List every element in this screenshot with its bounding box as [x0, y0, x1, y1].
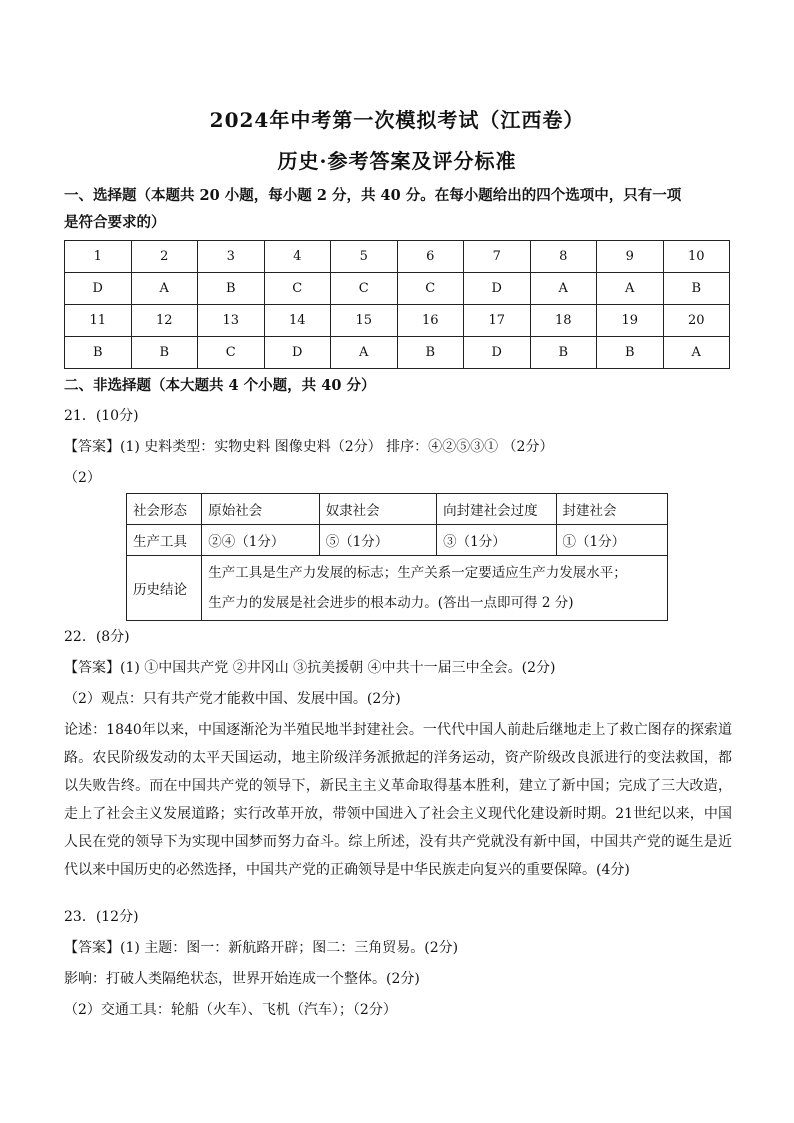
table-header-cell: 原始社会	[202, 494, 319, 525]
table-header-cell: 向封建社会过度	[437, 494, 556, 525]
answer-cell: C	[331, 273, 398, 305]
question-number-cell: 18	[530, 305, 597, 337]
answer-cell: B	[663, 273, 730, 305]
table-row	[127, 494, 668, 525]
answer-cell: D	[65, 273, 132, 305]
question-number-cell: 11	[65, 305, 132, 337]
section1-heading-line1: 一、选择题（本题共 20 小题，每小题 2 分，共 40 分。在每小题给出的四个选项中，只有一项	[64, 187, 682, 204]
question-number-cell: 3	[198, 241, 265, 273]
conclusion-line2: 生产力的发展是社会进步的根本动力。(答出一点即可得 2 分)	[208, 595, 574, 611]
table-header-cell: 封建社会	[556, 494, 667, 525]
question-number-cell: 16	[397, 305, 464, 337]
q22-essay: 论述：1840年以来，中国逐渐沦为半殖民地半封建社会。一代代中国人前赴后继地走上了救亡图存的探索道路。农民阶级发动的太平天国运动，地主阶级洋务派掀起的洋务运动，资产阶级改良派进行的变法救国，都以失败告终。而在中国共产党的领导下，新民主主义革命取得基本胜利，建立了新中国；完成了三大改造，走上了社会主义发展道路；实行改革开放，带领中国进入了社会主义现代化建设新时期。21世纪以来，中国人民在党的领导下为实现中国梦而努力奋斗。综上所述，没有共产党就没有新中国，中国共产党的诞生是近代以来中国历史的必然选择，中国共产党的正确领导是中华民族走向复兴的重要保障。(4分)	[64, 722, 732, 878]
question-number-cell: 15	[331, 305, 398, 337]
answer-cell: D	[464, 273, 531, 305]
question-number-cell: 2	[131, 241, 198, 273]
table-cell: ①（1分）	[556, 525, 667, 556]
question-number-cell: 12	[131, 305, 198, 337]
question-number-cell: 10	[663, 241, 730, 273]
section1-heading-line2: 是符合要求的）	[64, 214, 166, 231]
question-number-cell: 17	[464, 305, 531, 337]
q23-label: 23．(12分)	[64, 909, 139, 925]
answer-cell: A	[530, 273, 597, 305]
answer-cell: C	[198, 337, 265, 369]
q22-label: 22．(8分)	[64, 629, 130, 645]
table-cell: 历史结论	[127, 556, 202, 621]
q23-impact: 影响：打破人类隔绝状态，世界开始连成一个整体。(2分)	[64, 971, 420, 987]
table-header-cell: 奴隶社会	[319, 494, 436, 525]
answer-cell: B	[597, 337, 664, 369]
q21-production-tools-table	[126, 493, 668, 621]
answer-cell: D	[464, 337, 531, 369]
q23-answer1: 【答案】(1) 主题：图一：新航路开辟；图二：三角贸易。(2分)	[64, 940, 459, 956]
answer-cell: B	[65, 337, 132, 369]
table-cell: ③（1分）	[437, 525, 556, 556]
question-number-cell: 7	[464, 241, 531, 273]
answer-cell: C	[397, 273, 464, 305]
multiple-choice-answer-table	[64, 240, 730, 369]
q21-answer1: 【答案】(1) 史料类型：实物史料 图像史料（2分） 排序：④②⑤③① （2分）	[64, 439, 554, 455]
question-number-cell: 20	[663, 305, 730, 337]
q22-answer1: 【答案】(1) ①中国共产党 ②井冈山 ③抗美援朝 ④中共十一届三中全会。(2分)	[64, 660, 556, 676]
answer-cell: C	[264, 273, 331, 305]
section2-heading: 二、非选择题（本大题共 4 个小题，共 40 分）	[64, 377, 376, 394]
table-cell: ⑤（1分）	[319, 525, 436, 556]
answer-cell: B	[131, 337, 198, 369]
page-subtitle: 历史·参考答案及评分标准	[277, 149, 517, 173]
answer-cell: D	[264, 337, 331, 369]
q21-part2-label: （2）	[64, 470, 101, 486]
conclusion-cell	[202, 556, 668, 621]
answer-cell: A	[597, 273, 664, 305]
q21-label: 21．(10分)	[64, 408, 139, 424]
question-number-cell: 14	[264, 305, 331, 337]
q23-answer2: （2）交通工具：轮船（火车）、飞机（汽车）；（2分）	[64, 1002, 397, 1018]
table-row	[65, 273, 730, 305]
table-row	[65, 305, 730, 337]
question-number-cell: 4	[264, 241, 331, 273]
table-row	[127, 525, 668, 556]
answer-cell: A	[131, 273, 198, 305]
table-cell: ②④（1分）	[202, 525, 319, 556]
table-header-cell: 社会形态	[127, 494, 202, 525]
table-cell: 生产工具	[127, 525, 202, 556]
answer-cell: B	[198, 273, 265, 305]
table-row	[127, 556, 668, 621]
answer-cell: B	[530, 337, 597, 369]
answer-cell: A	[663, 337, 730, 369]
question-number-cell: 6	[397, 241, 464, 273]
conclusion-line1: 生产工具是生产力发展的标志；生产关系一定要适应生产力发展水平；	[208, 565, 627, 581]
question-number-cell: 19	[597, 305, 664, 337]
question-number-cell: 8	[530, 241, 597, 273]
answer-cell: B	[397, 337, 464, 369]
q22-answer2: （2）观点：只有共产党才能救中国、发展中国。(2分)	[64, 691, 401, 707]
question-number-cell: 5	[331, 241, 398, 273]
answer-cell: A	[331, 337, 398, 369]
question-number-cell: 1	[65, 241, 132, 273]
page-title: 2024年中考第一次模拟考试（江西卷）	[209, 108, 585, 132]
table-row	[65, 241, 730, 273]
question-number-cell: 9	[597, 241, 664, 273]
question-number-cell: 13	[198, 305, 265, 337]
table-row	[65, 337, 730, 369]
